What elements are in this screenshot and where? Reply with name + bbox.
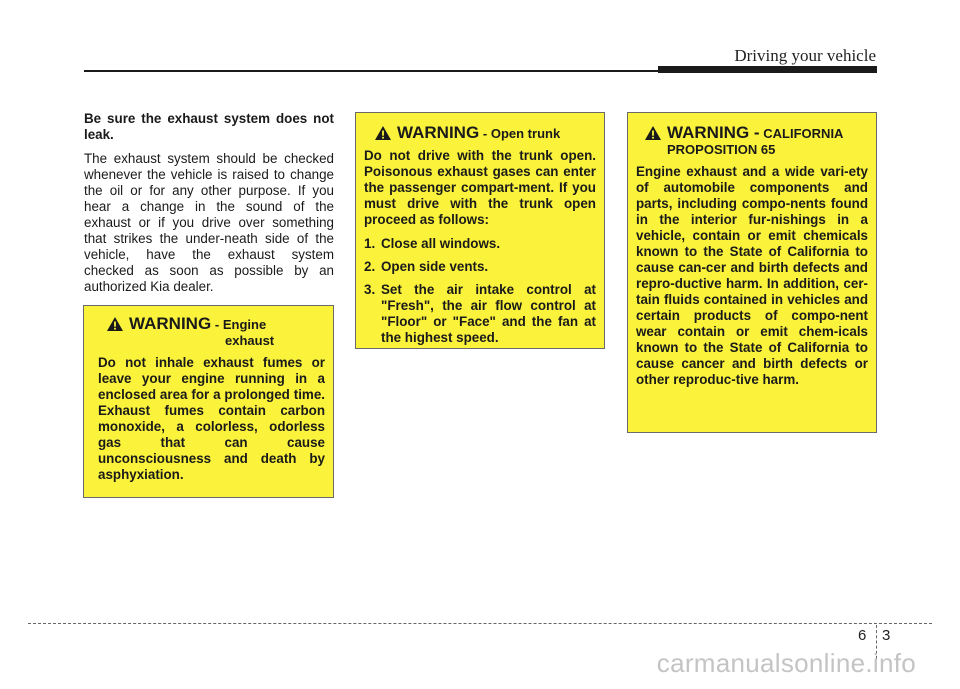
step-text: Close all windows. <box>381 236 501 251</box>
warning-label: WARNING - <box>667 123 760 142</box>
step-text: Open side vents. <box>381 259 489 274</box>
warning-triangle-icon <box>106 316 124 332</box>
watermark: carmanualsonline.info <box>656 648 916 678</box>
warning-header <box>364 124 596 142</box>
warning-text: Engine exhaust and a wide vari-ety of automobile components and parts, including compo-nents found in the interior fur-nishings in a vehicle, contain or emit chemicals known to the State of California to cause can-cer and birth defects and repro-ductive harm. In addition, cer-tain fluids contained in vehicles and certain products of compo-nent wear contain or emit chem-icals known to the State of California to cause cancer and birth defects or other reproduc-tive harm. <box>636 164 868 387</box>
warning-open-trunk <box>355 112 605 349</box>
step-number: 2. <box>364 259 376 274</box>
header-rule-accent <box>658 66 877 73</box>
warning-header <box>636 124 868 158</box>
warning-subject: CALIFORNIA <box>763 126 844 141</box>
warning-subject-line2: PROPOSITION 65 <box>667 142 776 157</box>
warning-engine-exhaust <box>83 305 334 498</box>
section-title: Driving your vehicle <box>734 46 876 65</box>
intro-lead: Be sure the exhaust system does not leak. <box>84 111 334 142</box>
list-item <box>364 236 596 252</box>
step-text: Set the air intake control at "Fresh", the air flow control at "Floor" or "Face" and the fan at the highest speed. <box>381 282 596 345</box>
warning-triangle-icon <box>644 125 662 141</box>
warning-subject: - Open trunk <box>482 126 561 141</box>
step-number: 3. <box>364 282 376 297</box>
intro-column <box>84 111 334 295</box>
steps-list <box>364 236 596 346</box>
page-number: 3 <box>882 627 891 644</box>
list-item <box>364 259 596 275</box>
warning-triangle-icon <box>374 125 392 141</box>
warning-text: Do not inhale exhaust fumes or leave your engine running in a enclosed area for a prolonged time. Exhaust fumes contain carbon monoxide, a colorless, odorless gas that can cause unconsciousness and death by asphyxiation. <box>98 355 325 482</box>
warning-california-prop65 <box>627 112 877 433</box>
step-number: 1. <box>364 236 376 251</box>
intro-body: The exhaust system should be checked whenever the vehicle is raised to change the oil or for any other purpose. If you hear a change in the sound of the exhaust or if you drive over something that strikes the under-neath side of the vehicle, have the exhaust system checked as soon as possible by an authorized Kia dealer. <box>84 151 334 294</box>
warning-subject: - Engine <box>214 317 267 332</box>
warning-text: Do not drive with the trunk open. Poisonous exhaust gases can enter the passenger compart-ment. If you must drive with the trunk open proceed as follows: <box>364 148 596 227</box>
warning-header <box>98 315 325 349</box>
chapter-number: 6 <box>858 627 867 644</box>
warning-label: WARNING <box>397 123 480 142</box>
list-item <box>364 282 596 346</box>
warning-label: WARNING <box>129 314 212 333</box>
footer-rule <box>28 623 932 624</box>
warning-subject-line2: exhaust <box>225 333 275 348</box>
